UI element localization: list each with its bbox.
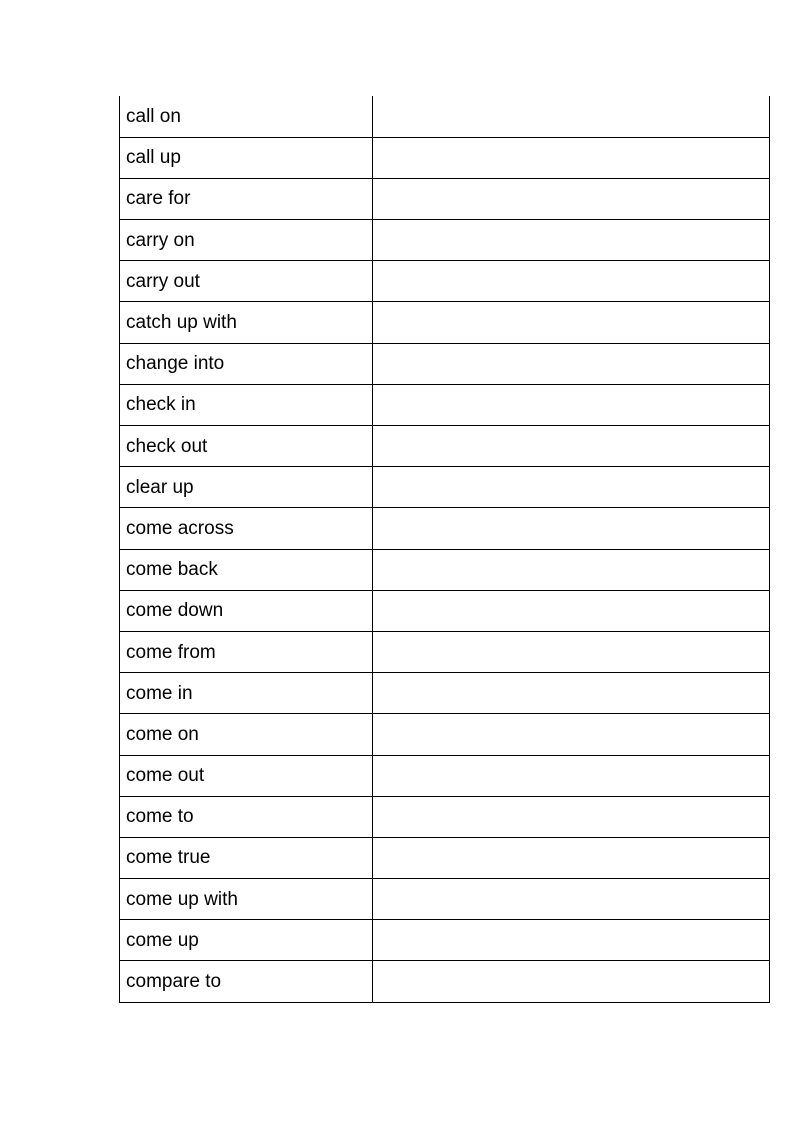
answer-cell	[373, 796, 770, 837]
table-row	[120, 673, 770, 714]
table-row	[120, 837, 770, 878]
table-row	[120, 590, 770, 631]
phrase-cell: come in	[120, 673, 373, 714]
table-row	[120, 96, 770, 137]
table-row	[120, 549, 770, 590]
phrase-cell: change into	[120, 343, 373, 384]
answer-cell	[373, 508, 770, 549]
answer-cell	[373, 96, 770, 137]
table-row	[120, 384, 770, 425]
answer-cell	[373, 261, 770, 302]
phrase-cell: carry on	[120, 220, 373, 261]
answer-cell	[373, 755, 770, 796]
answer-cell	[373, 920, 770, 961]
phrase-cell: come on	[120, 714, 373, 755]
phrase-cell: come out	[120, 755, 373, 796]
phrase-cell: call up	[120, 137, 373, 178]
table-row	[120, 961, 770, 1002]
table-row	[120, 178, 770, 219]
table-row	[120, 879, 770, 920]
phrase-table-body	[120, 96, 770, 1002]
answer-cell	[373, 302, 770, 343]
answer-cell	[373, 549, 770, 590]
table-row	[120, 467, 770, 508]
answer-cell	[373, 673, 770, 714]
phrase-cell: call on	[120, 96, 373, 137]
answer-cell	[373, 343, 770, 384]
phrase-cell: come true	[120, 837, 373, 878]
answer-cell	[373, 178, 770, 219]
table-row	[120, 631, 770, 672]
phrase-cell: check in	[120, 384, 373, 425]
phrase-cell: care for	[120, 178, 373, 219]
table-row	[120, 755, 770, 796]
answer-cell	[373, 714, 770, 755]
table-row	[120, 920, 770, 961]
phrase-cell: come up with	[120, 879, 373, 920]
table-row	[120, 261, 770, 302]
answer-cell	[373, 220, 770, 261]
phrase-cell: come from	[120, 631, 373, 672]
answer-cell	[373, 137, 770, 178]
phrase-cell: catch up with	[120, 302, 373, 343]
phrase-cell: come to	[120, 796, 373, 837]
table-row	[120, 796, 770, 837]
table-row	[120, 137, 770, 178]
answer-cell	[373, 426, 770, 467]
answer-cell	[373, 879, 770, 920]
phrase-cell: clear up	[120, 467, 373, 508]
table-row	[120, 508, 770, 549]
answer-cell	[373, 837, 770, 878]
phrase-cell: come up	[120, 920, 373, 961]
answer-cell	[373, 961, 770, 1002]
phrase-cell: compare to	[120, 961, 373, 1002]
phrase-cell: carry out	[120, 261, 373, 302]
table-row	[120, 343, 770, 384]
phrase-cell: come back	[120, 549, 373, 590]
table-row	[120, 220, 770, 261]
answer-cell	[373, 384, 770, 425]
phrase-table	[119, 96, 770, 1003]
answer-cell	[373, 631, 770, 672]
answer-cell	[373, 590, 770, 631]
table-row	[120, 302, 770, 343]
phrase-cell: check out	[120, 426, 373, 467]
answer-cell	[373, 467, 770, 508]
phrase-cell: come down	[120, 590, 373, 631]
phrase-cell: come across	[120, 508, 373, 549]
table-row	[120, 714, 770, 755]
table-row	[120, 426, 770, 467]
